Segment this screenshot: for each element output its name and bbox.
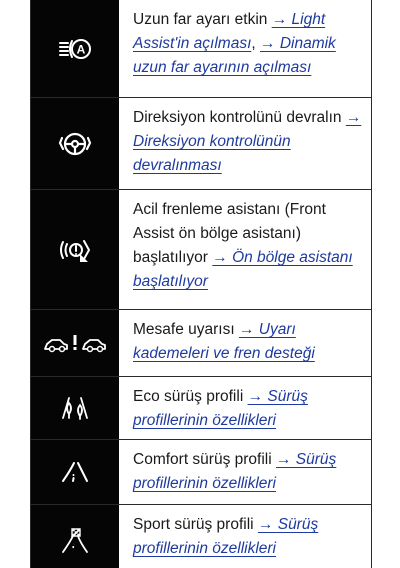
link-separator: , — [251, 35, 261, 52]
row-description — [119, 0, 371, 97]
row-text: Eco sürüş profili — [133, 388, 248, 405]
front-assist-brake-icon — [31, 190, 119, 309]
sport-profile-link[interactable]: → Sürüş profillerinin özellikleri — [133, 516, 319, 557]
svg-text:A: A — [76, 42, 86, 56]
light-assist-link[interactable]: → Light Assist'in açılması — [133, 11, 326, 52]
sport-profile-icon — [31, 505, 119, 568]
front-assist-link[interactable]: → Ön bölge asistanı başlatılıyor — [133, 249, 353, 290]
high-beam-assist-icon — [31, 0, 119, 97]
comfort-profile-link[interactable]: → Sürüş profillerinin özellikleri — [133, 451, 337, 492]
row-text: Direksiyon kontrolünü devralın — [133, 109, 346, 126]
row-text: Mesafe uyarısı — [133, 321, 239, 338]
row-text: Uzun far ayarı etkin — [133, 11, 272, 28]
row-description — [119, 440, 371, 504]
table-row — [31, 440, 371, 504]
table-row — [31, 377, 371, 439]
row-description — [119, 98, 371, 189]
row-text: Sport sürüş profili — [133, 516, 258, 533]
table-row — [31, 0, 371, 97]
row-description — [119, 377, 371, 439]
comfort-profile-icon — [31, 440, 119, 504]
distance-warning-icon — [31, 310, 119, 376]
row-description — [119, 505, 371, 568]
steering-takeover-link[interactable]: → Direksiyon kontrolünün devralınması — [133, 109, 362, 174]
warning-symbol-table — [30, 0, 372, 568]
dynamic-high-beam-link[interactable]: → Dinamik uzun far ayarının açılması — [133, 35, 336, 76]
table-row — [31, 98, 371, 189]
row-text: Acil frenleme asistanı (Front Assist ön bölge asistanı) başlatılıyor — [133, 201, 326, 266]
row-text: Comfort sürüş profili — [133, 451, 276, 468]
table-row — [31, 190, 371, 309]
eco-profile-link[interactable]: → Sürüş profillerinin özellikleri — [133, 388, 308, 429]
table-row — [31, 310, 371, 376]
eco-profile-icon — [31, 377, 119, 439]
row-description — [119, 310, 371, 376]
warning-levels-link[interactable]: → Uyarı kademeleri ve fren desteği — [133, 321, 315, 362]
table-row — [31, 505, 371, 568]
steering-takeover-icon — [31, 98, 119, 189]
row-description — [119, 190, 371, 309]
